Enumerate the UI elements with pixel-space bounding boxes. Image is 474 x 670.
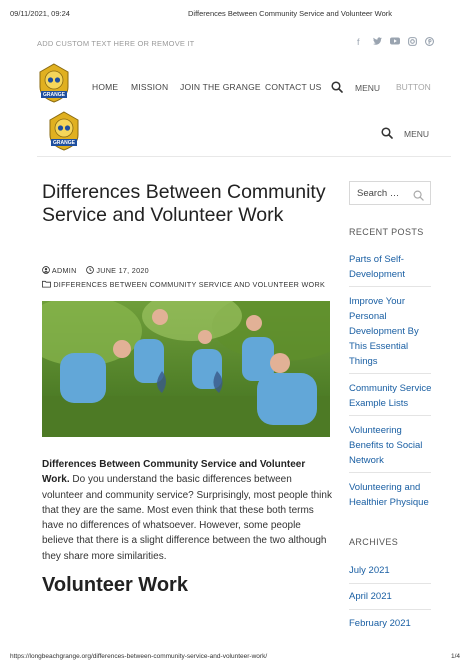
nav-contact-us[interactable]: CONTACT US bbox=[265, 82, 322, 92]
author-name: ADMIN bbox=[51, 266, 77, 275]
recent-posts-heading: RECENT POSTS bbox=[349, 227, 424, 237]
recent-post-link[interactable]: Improve Your Personal Development By This Essential Things bbox=[349, 296, 419, 367]
nav-mission[interactable]: MISSION bbox=[131, 82, 169, 92]
menu-toggle-mobile[interactable]: MENU bbox=[404, 129, 430, 139]
sidebar-search[interactable] bbox=[349, 181, 431, 205]
print-url: https://longbeachgrange.org/differences-between-community-service-and-volunteer-work/ bbox=[10, 653, 268, 660]
recent-post-link[interactable]: Parts of Self-Development bbox=[349, 254, 405, 280]
header-divider bbox=[37, 156, 451, 157]
archive-link[interactable]: July 2021 bbox=[349, 565, 390, 576]
recent-post-link[interactable]: Volunteering Benefits to Social Network bbox=[349, 425, 423, 466]
post-title: Differences Between Community Service and Volunteer Work bbox=[42, 181, 326, 226]
sidebar-divider bbox=[349, 609, 431, 610]
youtube-icon[interactable] bbox=[390, 37, 400, 47]
pinterest-icon[interactable] bbox=[425, 37, 434, 48]
archives-heading: ARCHIVES bbox=[349, 537, 399, 547]
search-input[interactable]: Search … bbox=[357, 188, 400, 199]
nav-join-the-grange[interactable]: JOIN THE GRANGE bbox=[180, 82, 261, 92]
header-button[interactable]: BUTTON bbox=[396, 82, 431, 92]
print-page-number: 1/4 bbox=[451, 653, 461, 660]
print-datetime: 09/11/2021, 09:24 bbox=[10, 9, 70, 18]
facebook-icon[interactable]: f bbox=[357, 37, 360, 47]
search-icon[interactable] bbox=[381, 126, 393, 144]
archive-link[interactable]: April 2021 bbox=[349, 591, 392, 602]
logo-text: GRANGE bbox=[43, 92, 65, 98]
twitter-icon[interactable] bbox=[373, 37, 382, 47]
print-doc-title: Differences Between Community Service and Volunteer Work bbox=[188, 9, 392, 18]
intro-bold: Differences Between Community Service and Volunteer Work. bbox=[42, 459, 306, 486]
nav-home[interactable]: HOME bbox=[92, 82, 119, 92]
instagram-icon[interactable] bbox=[408, 37, 417, 48]
topbar-custom-text: ADD CUSTOM TEXT HERE OR REMOVE IT bbox=[37, 39, 195, 48]
sidebar-divider bbox=[349, 472, 431, 473]
menu-toggle[interactable]: MENU bbox=[355, 83, 381, 93]
search-icon[interactable] bbox=[331, 80, 343, 98]
featured-image bbox=[42, 301, 330, 437]
date-text: JUNE 17, 2020 bbox=[96, 266, 149, 275]
logo-text: GRANGE bbox=[53, 140, 75, 146]
folder-icon bbox=[42, 280, 53, 289]
recent-post-link[interactable]: Community Service Example Lists bbox=[349, 383, 432, 409]
sidebar-divider bbox=[349, 286, 431, 287]
post-date bbox=[86, 266, 149, 275]
site-logo[interactable] bbox=[37, 63, 71, 103]
intro-text: Do you understand the basic differences between volunteer and community service? Surprisingly, most people think that they are the same. Most even think that these both terms have no differences of whatsoever. However, some people believe that there is a slight difference between the two although they share more similarities. bbox=[42, 474, 332, 562]
sidebar-divider bbox=[349, 583, 431, 584]
site-logo-mobile[interactable] bbox=[47, 111, 81, 151]
user-icon bbox=[42, 266, 52, 275]
recent-post-link[interactable]: Volunteering and Healthier Physique bbox=[349, 482, 429, 508]
clock-icon bbox=[86, 266, 96, 275]
section-heading: Volunteer Work bbox=[42, 574, 188, 596]
sidebar-divider bbox=[349, 415, 431, 416]
search-icon[interactable] bbox=[413, 188, 424, 206]
archive-link[interactable]: February 2021 bbox=[349, 618, 411, 629]
post-author[interactable] bbox=[42, 266, 77, 275]
post-category[interactable] bbox=[42, 280, 325, 289]
category-text: DIFFERENCES BETWEEN COMMUNITY SERVICE AND VOLUNTEER WORK bbox=[53, 280, 326, 289]
sidebar-divider bbox=[349, 373, 431, 374]
post-intro bbox=[42, 457, 332, 564]
